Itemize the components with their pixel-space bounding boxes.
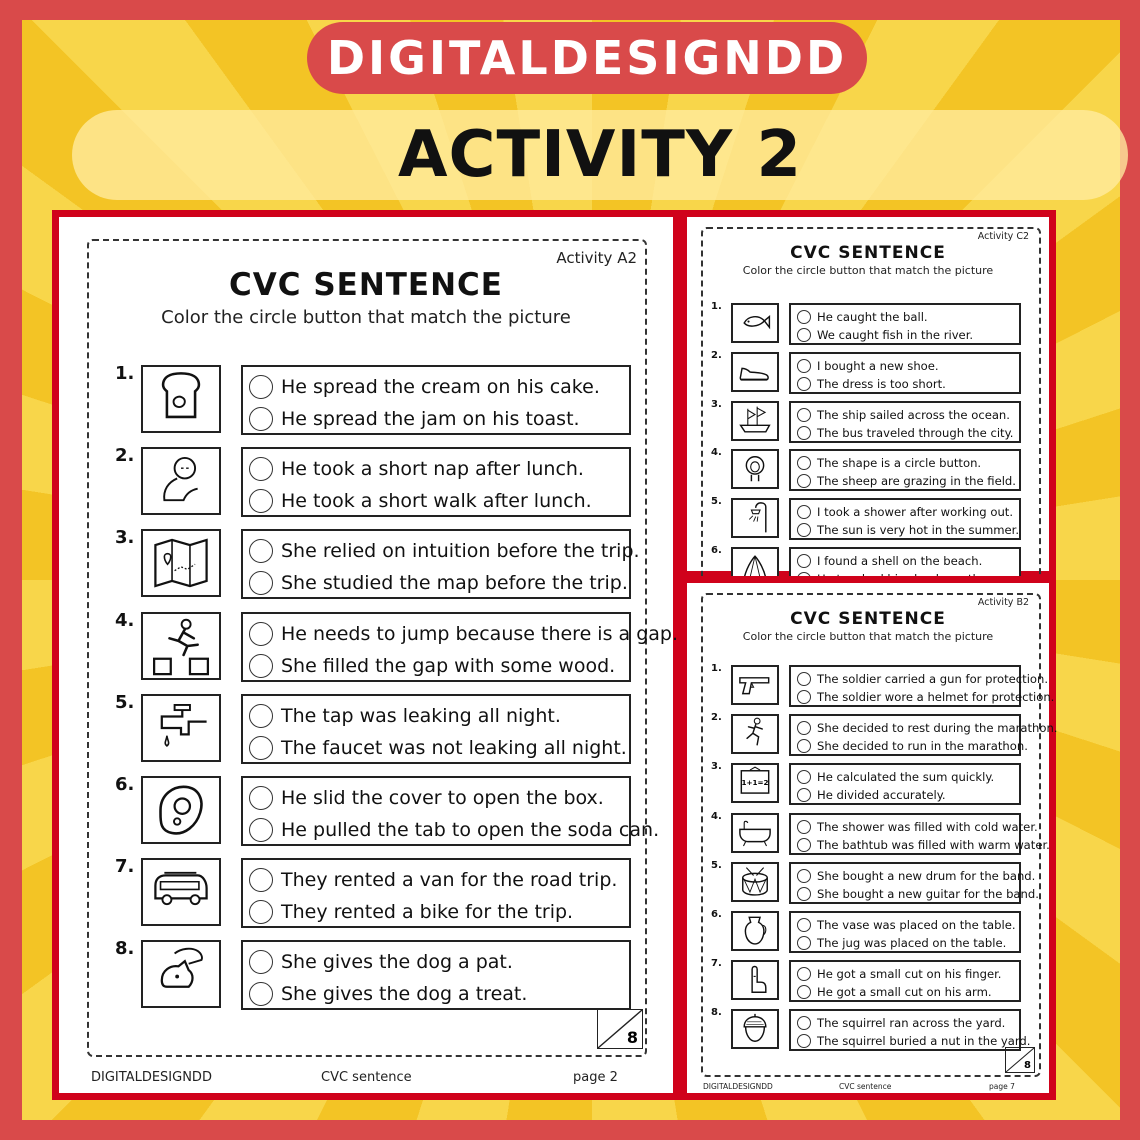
question-picture: [731, 911, 779, 951]
question-number: 2.: [115, 445, 135, 467]
option-text: The soldier carried a gun for protection.: [817, 672, 1049, 686]
question-picture: [141, 776, 221, 844]
circle-button[interactable]: [797, 869, 811, 883]
answer-option[interactable]: [797, 934, 1006, 952]
option-text: The tap was leaking all night.: [281, 704, 561, 727]
question-picture: [731, 862, 779, 902]
answer-option[interactable]: [797, 357, 939, 375]
answer-option[interactable]: [797, 768, 994, 786]
question-number: 4.: [711, 447, 722, 459]
question-number: 5.: [711, 496, 722, 508]
option-text: The shower was filled with cold water.: [817, 819, 1038, 834]
footer-page: page 7: [989, 1082, 1015, 1091]
sheep-icon: [733, 451, 777, 487]
option-text: She decided to rest during the marathon.: [817, 721, 1058, 736]
answer-box: [241, 694, 631, 764]
answer-option[interactable]: [797, 737, 1028, 755]
option-text: The faucet was not leaking all night.: [281, 736, 627, 759]
answer-box: [789, 862, 1039, 904]
answer-option[interactable]: [797, 688, 1054, 706]
answer-option[interactable]: [249, 864, 617, 896]
circle-button[interactable]: [797, 721, 811, 735]
footer-topic: CVC sentence: [321, 1070, 412, 1085]
circle-button[interactable]: [249, 407, 273, 431]
option-text: The sun is very hot in the summer.: [817, 523, 1020, 538]
drum-icon: [733, 864, 777, 900]
option-text: We caught fish in the river.: [817, 328, 974, 342]
answer-option[interactable]: [249, 732, 627, 764]
option-text: I bought a new shoe.: [817, 358, 939, 373]
question-number: 1.: [711, 301, 722, 312]
question-picture: [731, 665, 779, 705]
answer-option[interactable]: [797, 375, 946, 393]
question-number: 3.: [711, 398, 722, 410]
option-text: She gives the dog a treat.: [281, 983, 528, 1006]
answer-option[interactable]: [249, 485, 592, 517]
option-text: He calculated the sum quickly.: [817, 770, 995, 785]
runner-icon: [733, 716, 777, 752]
option-text: She studied the map before the trip.: [281, 572, 628, 595]
map-icon: [143, 531, 219, 595]
option-text: I took a shower after working out.: [817, 505, 1014, 520]
worksheet-a2: [52, 210, 680, 1100]
question-picture: [731, 352, 779, 392]
answer-option[interactable]: [797, 719, 1057, 737]
answer-option[interactable]: [249, 618, 678, 650]
question-picture: [731, 401, 779, 441]
answer-box: [789, 303, 1021, 345]
answer-option[interactable]: [797, 326, 973, 344]
answer-box: [789, 911, 1021, 953]
answer-option[interactable]: [249, 650, 615, 682]
option-text: She bought a new guitar for the band.: [817, 886, 1039, 901]
circle-button[interactable]: [797, 887, 811, 901]
can-tab-icon: [143, 778, 219, 842]
answer-box: [789, 449, 1021, 491]
toast-icon: [143, 367, 219, 431]
option-text: She bought a new drum for the band.: [817, 868, 1036, 883]
question-number: 1.: [115, 363, 135, 384]
activity-label: Activity B2: [977, 597, 1029, 608]
finger-icon: [733, 962, 777, 998]
answer-option[interactable]: [249, 946, 513, 978]
footer-page: page 2: [573, 1070, 618, 1085]
footer-brand: DIGITALDESIGNDD: [91, 1070, 212, 1085]
worksheet-b2: [680, 576, 1056, 1100]
acorn-icon: [733, 1011, 777, 1047]
circle-button[interactable]: [797, 554, 811, 568]
option-text: She filled the gap with some wood.: [281, 654, 616, 677]
circle-button[interactable]: [249, 457, 273, 481]
question-number: 3.: [115, 527, 135, 549]
circle-button[interactable]: [797, 426, 811, 440]
page-number: 8: [1024, 1060, 1031, 1071]
option-text: He caught the ball.: [817, 310, 928, 324]
question-picture: [731, 960, 779, 1000]
circle-button[interactable]: [797, 690, 811, 704]
option-text: He needs to jump because there is a gap.: [281, 622, 678, 645]
worksheet-title: CVC SENTENCE: [790, 243, 946, 263]
question-number: 7.: [711, 958, 722, 970]
board-text: 1+1=2: [741, 778, 769, 788]
circle-button[interactable]: [249, 736, 273, 760]
answer-option[interactable]: [797, 406, 1010, 424]
option-text: The ship sailed across the ocean.: [817, 407, 1010, 422]
answer-box: [789, 1009, 1031, 1051]
circle-button[interactable]: [797, 408, 811, 422]
circle-button[interactable]: [797, 985, 811, 999]
circle-button[interactable]: [249, 982, 273, 1006]
circle-button[interactable]: [797, 474, 811, 488]
question-number: 5.: [711, 859, 722, 871]
option-text: She gives the dog a pat.: [281, 951, 513, 974]
option-text: The vase was placed on the table.: [817, 918, 1016, 932]
answer-option[interactable]: [797, 454, 981, 472]
answer-option[interactable]: [797, 472, 1016, 490]
option-text: The squirrel buried a nut in the yard.: [817, 1034, 1031, 1049]
question-picture: [731, 449, 779, 489]
circle-button[interactable]: [249, 622, 273, 646]
circle-button[interactable]: [797, 967, 811, 981]
answer-box: [789, 352, 1021, 394]
option-text: The squirrel ran across the yard.: [817, 1016, 1006, 1031]
answer-box: [789, 763, 1021, 805]
option-text: He took a short walk after lunch.: [281, 490, 592, 513]
circle-button[interactable]: [797, 377, 811, 391]
option-text: They rented a bike for the trip.: [281, 901, 574, 924]
circle-button[interactable]: [797, 936, 811, 950]
answer-option[interactable]: [797, 786, 946, 804]
answer-option[interactable]: [249, 782, 604, 814]
answer-option[interactable]: [797, 308, 928, 326]
activity-label: Activity C2: [977, 231, 1029, 242]
answer-option[interactable]: [249, 814, 659, 846]
answer-option[interactable]: [249, 896, 573, 928]
answer-option[interactable]: [797, 965, 1001, 983]
option-text: He got a small cut on his arm.: [817, 985, 992, 1000]
van-icon: [143, 860, 219, 924]
option-text: I found a shell on the beach.: [817, 554, 983, 568]
answer-box: [789, 665, 1055, 707]
answer-option[interactable]: [249, 567, 628, 599]
question-number: 8.: [711, 1007, 722, 1019]
answer-option[interactable]: [797, 1032, 1030, 1050]
circle-button[interactable]: [797, 456, 811, 470]
circle-button[interactable]: [249, 704, 273, 728]
circle-button[interactable]: [249, 950, 273, 974]
circle-button[interactable]: [797, 672, 811, 686]
circle-button[interactable]: [249, 900, 273, 924]
option-text: He divided accurately.: [817, 788, 946, 803]
ship-icon: [733, 403, 777, 439]
option-text: The sheep are grazing in the field.: [817, 474, 1016, 489]
footer-topic: CVC sentence: [839, 1082, 892, 1091]
answer-option[interactable]: [797, 670, 1048, 688]
circle-button[interactable]: [249, 375, 273, 399]
answer-option[interactable]: [249, 453, 584, 485]
worksheet-title: CVC SENTENCE: [790, 609, 946, 629]
answer-box: [241, 612, 678, 682]
question-number: 1.: [711, 663, 722, 674]
option-text: He spread the jam on his toast.: [281, 408, 580, 430]
page-title: ACTIVITY 2: [72, 110, 1128, 200]
page-number: 8: [626, 1028, 638, 1047]
question-number: 4.: [711, 810, 722, 822]
answer-option[interactable]: [249, 535, 640, 567]
sleeping-baby-icon: [143, 449, 219, 513]
answer-box: [789, 401, 1021, 443]
option-text: The shape is a circle button.: [817, 456, 982, 471]
worksheet-c2: [680, 210, 1056, 578]
shoe-icon: [733, 354, 777, 390]
answer-option[interactable]: [797, 503, 1013, 521]
option-text: The dress is too short.: [817, 376, 946, 391]
circle-button[interactable]: [797, 788, 811, 802]
circle-button[interactable]: [797, 1034, 811, 1048]
question-picture: [141, 447, 221, 515]
question-picture: [731, 714, 779, 754]
option-text: She decided to run in the marathon.: [817, 739, 1028, 754]
answer-box: [241, 529, 640, 599]
circle-button[interactable]: [249, 654, 273, 678]
question-number: 3.: [711, 761, 722, 773]
question-number: 6.: [711, 545, 722, 556]
answer-box: [789, 960, 1021, 1002]
option-text: He spread the cream on his cake.: [281, 376, 600, 398]
question-number: 2.: [711, 712, 722, 724]
jug-icon: [733, 913, 777, 949]
circle-button[interactable]: [797, 838, 811, 852]
question-picture: [731, 1009, 779, 1049]
question-picture: [141, 858, 221, 926]
circle-button[interactable]: [797, 328, 811, 342]
option-text: The bus traveled through the city.: [817, 425, 1014, 440]
question-number: 4.: [115, 609, 135, 631]
circle-button[interactable]: [249, 489, 273, 513]
question-picture: [731, 813, 779, 853]
question-number: 8.: [115, 938, 135, 960]
option-text: He got a small cut on his finger.: [817, 967, 1002, 982]
circle-button[interactable]: [249, 818, 273, 842]
worksheet-subtitle: Color the circle button that match the picture: [742, 264, 994, 277]
page-number-box: [597, 1009, 643, 1049]
jump-gap-icon: [143, 614, 219, 678]
answer-box: [789, 714, 1058, 756]
question-number: 6.: [711, 909, 722, 920]
circle-button[interactable]: [249, 868, 273, 892]
option-text: He took a short nap after lunch.: [281, 458, 584, 481]
answer-box: [241, 447, 631, 517]
circle-button[interactable]: [797, 918, 811, 932]
question-picture: [141, 694, 221, 762]
answer-box: [789, 813, 1050, 855]
tap-icon: [143, 696, 219, 760]
answer-option[interactable]: [797, 424, 1013, 442]
option-text: The jug was placed on the table.: [817, 936, 1007, 950]
question-picture: [731, 303, 779, 343]
answer-option[interactable]: [249, 403, 580, 435]
circle-button[interactable]: [797, 770, 811, 784]
fish-icon: [733, 305, 777, 341]
answer-option[interactable]: [797, 983, 992, 1001]
circle-button[interactable]: [797, 739, 811, 753]
answer-option[interactable]: [797, 916, 1016, 934]
circle-button[interactable]: [797, 820, 811, 834]
brand-banner: DIGITALDESIGNDD: [307, 22, 867, 94]
dog-pat-icon: [143, 942, 219, 1006]
question-number: 6.: [115, 774, 135, 795]
question-picture: [141, 940, 221, 1008]
gun-icon: [733, 667, 777, 703]
activity-label: Activity A2: [556, 249, 637, 267]
circle-button[interactable]: [249, 539, 273, 563]
footer-brand: DIGITALDESIGNDD: [703, 1082, 773, 1091]
circle-button[interactable]: [249, 571, 273, 595]
bathtub-icon: [733, 815, 777, 851]
question-picture: [731, 498, 779, 538]
answer-box: [241, 776, 660, 846]
answer-option[interactable]: [797, 818, 1038, 836]
answer-box: [241, 858, 631, 928]
question-number: 2.: [711, 349, 722, 361]
answer-option[interactable]: [797, 552, 982, 570]
answer-box: [241, 365, 631, 435]
question-number: 5.: [115, 691, 135, 713]
circle-button[interactable]: [249, 786, 273, 810]
worksheet-subtitle: Color the circle button that match the picture: [742, 630, 994, 643]
question-picture: [141, 529, 221, 597]
answer-option[interactable]: [797, 836, 1050, 854]
answer-option[interactable]: [797, 867, 1035, 885]
option-text: The bathtub was filled with warm water.: [817, 837, 1050, 852]
option-text: The soldier wore a helmet for protection.: [817, 690, 1055, 704]
answer-option[interactable]: [249, 978, 527, 1010]
answer-option[interactable]: [797, 521, 1019, 539]
page-number-box: [1005, 1047, 1035, 1073]
worksheet-title: CVC SENTENCE: [229, 267, 503, 303]
option-text: He pulled the tab to open the soda can.: [281, 819, 660, 841]
answer-box: [241, 940, 631, 1010]
answer-option[interactable]: [249, 700, 561, 732]
circle-button[interactable]: [797, 523, 811, 537]
answer-option[interactable]: [249, 371, 600, 403]
sum-board-icon: [733, 765, 777, 801]
worksheet-subtitle: Color the circle button that match the picture: [161, 307, 571, 328]
circle-button[interactable]: [797, 505, 811, 519]
answer-option[interactable]: [797, 1014, 1005, 1032]
question-number: 7.: [115, 856, 135, 878]
answer-box: [789, 498, 1021, 540]
shower-icon: [733, 500, 777, 536]
circle-button[interactable]: [797, 310, 811, 324]
question-picture: [141, 365, 221, 433]
question-picture: [141, 612, 221, 680]
circle-button[interactable]: [797, 359, 811, 373]
option-text: He slid the cover to open the box.: [281, 787, 604, 809]
answer-option[interactable]: [797, 885, 1039, 903]
option-text: She relied on intuition before the trip.: [281, 540, 640, 563]
circle-button[interactable]: [797, 1016, 811, 1030]
question-picture: [731, 763, 779, 803]
option-text: They rented a van for the road trip.: [281, 869, 618, 892]
